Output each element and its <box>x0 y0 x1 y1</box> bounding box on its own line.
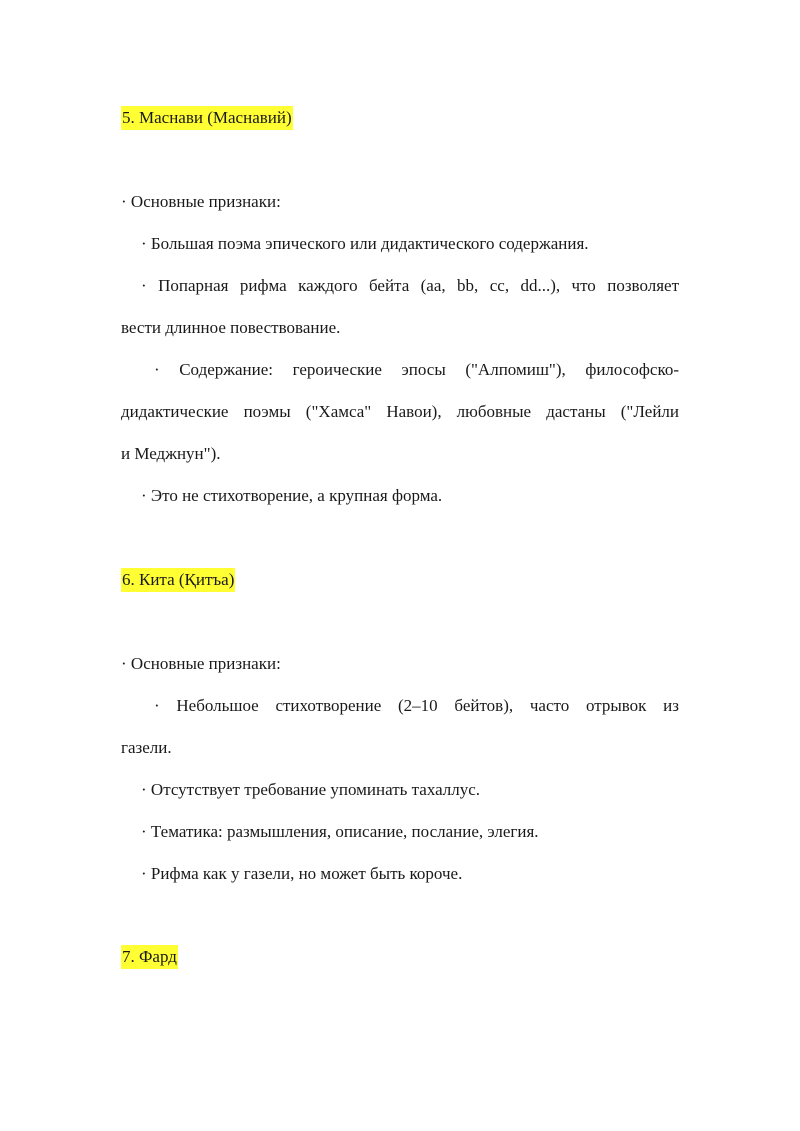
features-label: · Основные признаки: <box>121 192 281 211</box>
list-item: · Попарная рифма каждого бейта (аа, bb, cc, dd...), что позволяет <box>141 276 679 295</box>
list-item: · Небольшое стихотворение (2–10 бейтов), часто отрывок из <box>154 696 679 715</box>
list-item-continuation: вести длинное повествование. <box>121 318 341 337</box>
heading-highlight: 6. Кита (Қитъа) <box>121 568 235 592</box>
list-item: · Это не стихотворение, а крупная форма. <box>141 486 443 505</box>
section-heading-7 <box>121 945 679 969</box>
section-heading-5 <box>121 106 679 130</box>
list-item: · Рифма как у газели, но может быть короче. <box>141 864 463 883</box>
list-item: · Большая поэма эпического или дидактического содержания. <box>141 234 589 253</box>
list-item-continuation: газели. <box>121 738 172 757</box>
list-item-continuation: дидактические поэмы ("Хамса" Навои), любовные дастаны ("Лейли <box>121 402 679 421</box>
heading-highlight: 7. Фард <box>121 945 178 969</box>
heading-highlight: 5. Маснави (Маснавий) <box>121 106 293 130</box>
list-item: · Содержание: героические эпосы ("Алпомиш"), философско- <box>154 360 679 379</box>
list-item: · Отсутствует требование упоминать тахаллус. <box>141 780 481 799</box>
list-item: · Тематика: размышления, описание, послание, элегия. <box>141 822 539 841</box>
features-label: · Основные признаки: <box>121 654 281 673</box>
section-heading-6 <box>121 568 679 592</box>
list-item-continuation: и Меджнун"). <box>121 444 221 463</box>
